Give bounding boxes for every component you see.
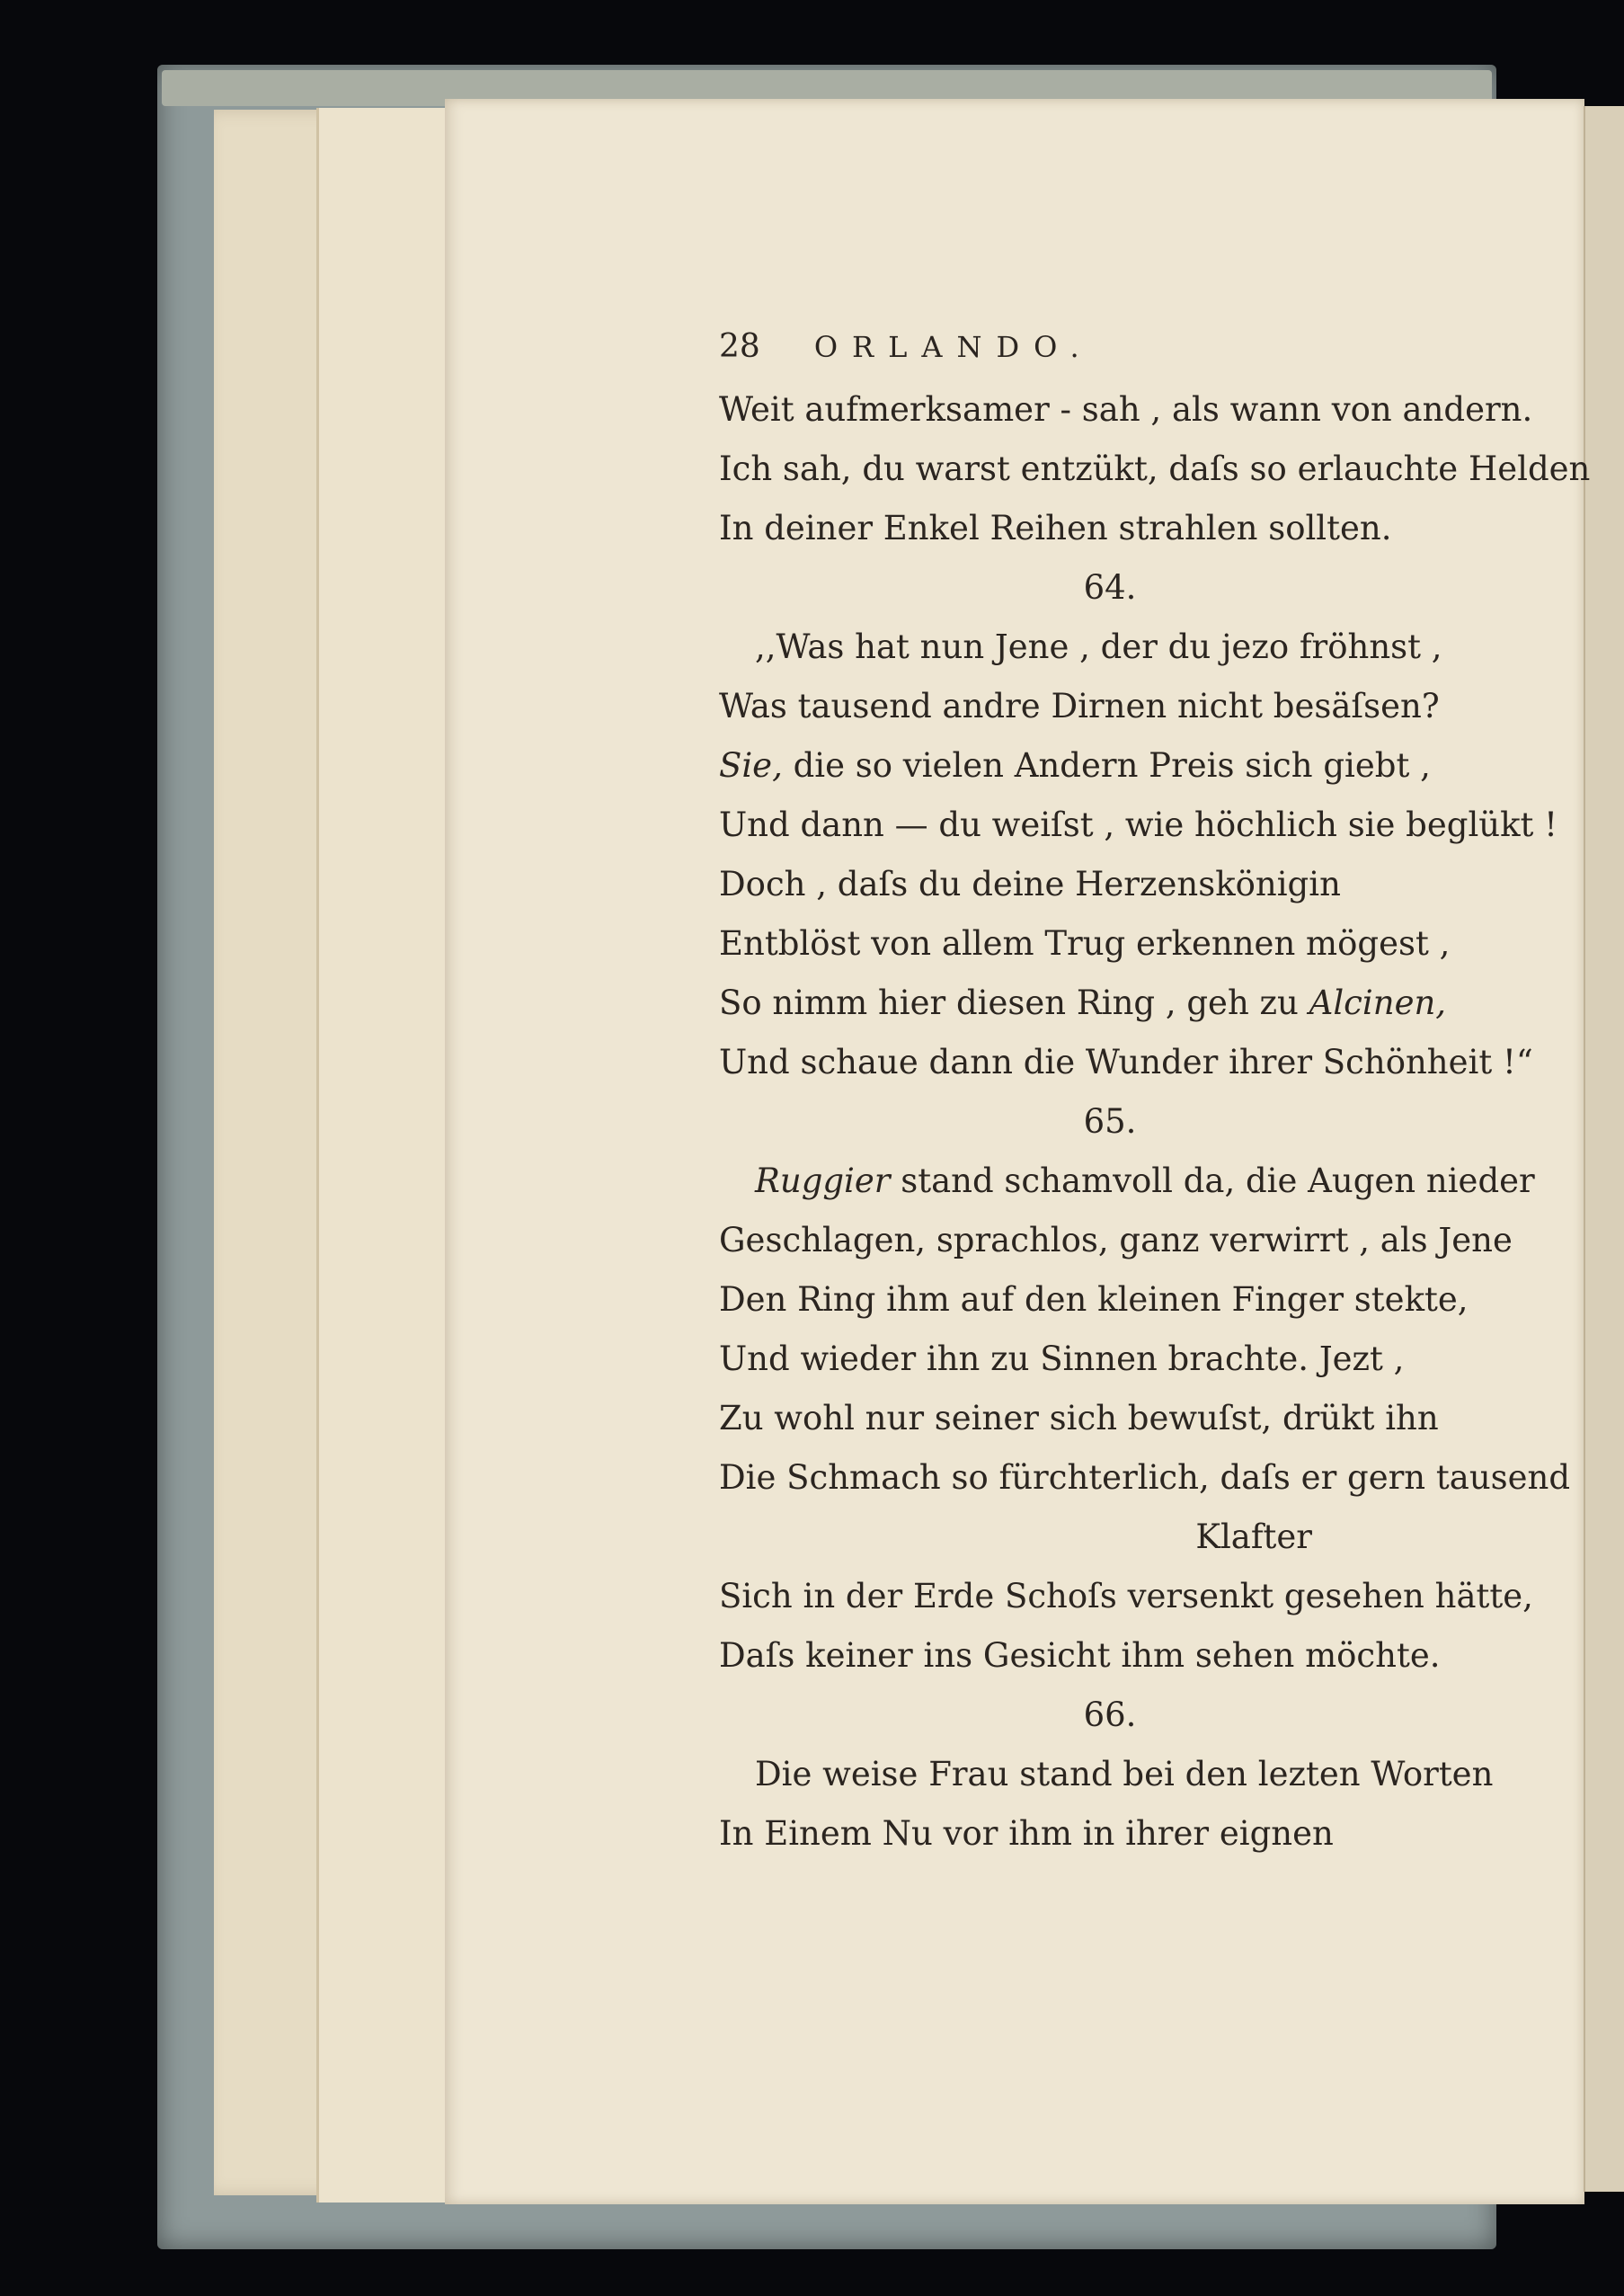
line-text: 66. [1083,1695,1137,1734]
line-text: Zu wohl nur seiner sich bewuſst, drükt ihn [719,1399,1439,1437]
verse-line [719,1804,1501,1864]
verse-line [719,796,1558,855]
line-text: Doch , daſs du deine Herzenskönigin [719,865,1341,903]
line-text: Ich sah, du warst entzükt, daſs so erlauchte Helden [719,449,1591,488]
line-text: 64. [1083,568,1137,607]
verse-line [719,736,1501,796]
line-text: stand schamvoll da, die Augen nieder [890,1161,1535,1200]
line-text: 65. [1083,1102,1137,1141]
line-text: die so vielen Andern Preis sich giebt , [782,746,1431,785]
page-header [719,328,1501,380]
verse-line [719,855,1501,914]
verse-line [719,1508,1501,1567]
page-text [719,328,1591,1864]
line-text: Weit aufmerksamer - sah , als wann von andern. [719,390,1533,429]
verse-line [719,618,1501,677]
stanza-number [719,558,1501,618]
verse-line [719,440,1591,499]
verse-line [719,499,1501,558]
verse-line [719,1270,1501,1330]
verse-line [719,914,1501,974]
line-text: In Einem Nu vor ihm in ihrer eignen [719,1814,1334,1853]
line-text: In deiner Enkel Reihen strahlen sollten. [719,509,1392,547]
page-stack-inner [316,108,448,2203]
stanza-number [719,1092,1501,1152]
line-text: Sich in der Erde Schoſs versenkt gesehen hätte, [719,1577,1533,1615]
verse-line [719,1626,1501,1686]
verse-line [719,677,1501,736]
verse-line [719,1389,1501,1448]
italic-text: Ruggier [755,1161,891,1200]
line-text: Den Ring ihm auf den kleinen Finger stekte, [719,1280,1469,1319]
line-text: Und dann — du weiſst , wie höchlich sie beglükt ! [719,805,1558,844]
line-text: Was tausend andre Dirnen nicht besäſsen? [719,687,1440,725]
verse-line [719,1567,1533,1626]
verse-line [719,1745,1501,1804]
line-text: Geschlagen, sprachlos, ganz verwirrt , als Jene [719,1221,1513,1259]
italic-text: Alcinen, [1309,983,1447,1022]
verse-line [719,1211,1513,1270]
line-text: ,,Was hat nun Jene , der du jezo fröhnst , [755,627,1442,666]
verse-line [719,974,1501,1033]
verse-line [719,1033,1533,1092]
italic-text: Sie, [719,746,783,785]
running-head: ORLANDO. [813,330,1094,364]
line-text: Entblöst von allem Trug erkennen mögest , [719,924,1451,963]
verse-line [719,380,1533,440]
line-text: Und schaue dann die Wunder ihrer Schönheit !“ [719,1043,1533,1081]
line-text: Klafter [1195,1517,1312,1556]
line-text: Daſs keiner ins Gesicht ihm sehen möchte. [719,1636,1441,1675]
line-text: Die weise Frau stand bei den lezten Worten [755,1755,1494,1793]
verse-line [719,1152,1535,1211]
line-text: Die Schmach so fürchterlich, daſs er gern tausend [719,1458,1571,1497]
stanza-number [719,1686,1501,1745]
page-number: 28 [719,328,760,365]
next-page-edge [1584,106,1624,2192]
verse-line [719,1330,1501,1389]
line-text: Und wieder ihn zu Sinnen brachte. Jezt , [719,1339,1405,1378]
line-text: So nimm hier diesen Ring , geh zu [719,983,1309,1022]
verse-lines [719,380,1591,1864]
verse-line [719,1448,1571,1508]
